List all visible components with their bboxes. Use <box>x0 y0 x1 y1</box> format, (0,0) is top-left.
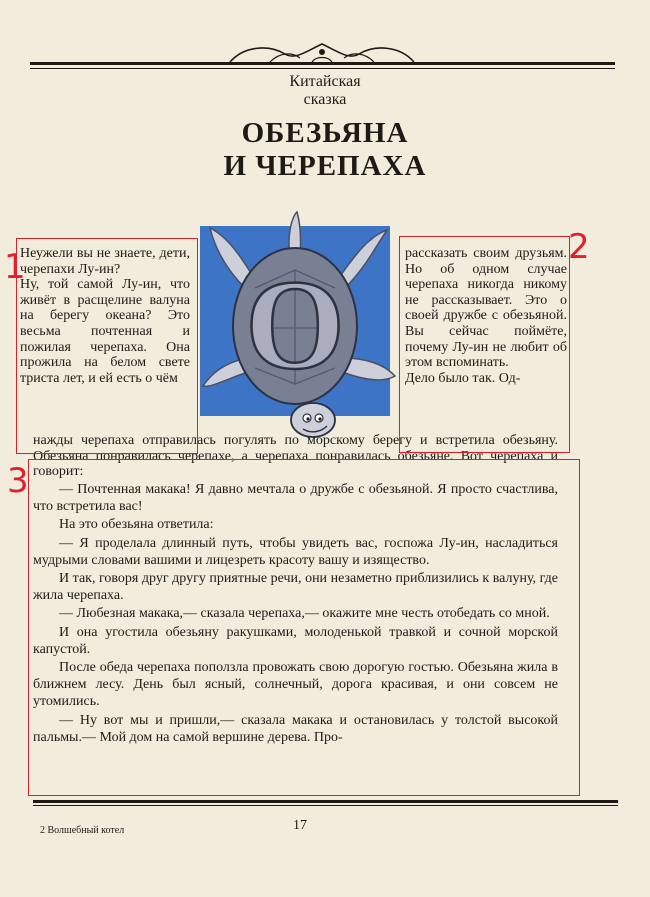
header-ornament <box>30 40 615 76</box>
left-paragraph-2: Ну, той самой Лу-ин, что живёт в расщелине валуна на берегу океана? Это весьма почтенная и пожилая черепаха. Она прожила на белом свете триста лет, и ей есть о чём <box>20 277 190 386</box>
annotation-label-2: 2 <box>568 227 590 267</box>
story-paragraph: И она угостила обезьяну ракушками, молоденькой травкой и сочной морской капустой. <box>33 624 558 657</box>
story-paragraph: И так, говоря друг другу приятные речи, они незаметно приблизились к валуну, где жила черепаха. <box>33 571 558 604</box>
drop-cap-letter: О <box>245 254 345 396</box>
annotation-box-3 <box>28 459 580 796</box>
story-paragraph: После обеда черепаха поползла провожать свою дорогую гостью. Обезьяна жила в ближнем лесу. День был ясный, солнечный, дорога красивая, и они совсем не утомились. <box>33 660 558 710</box>
title-line-1: ОБЕЗЬЯНА <box>241 117 409 149</box>
story-genre <box>225 73 425 109</box>
annotation-label-3: 3 <box>7 461 29 501</box>
genre-line-2: сказка <box>303 91 347 108</box>
page-number: 17 <box>293 818 307 833</box>
right-paragraph-1: рассказать своим друзьям. Но об одном случае черепаха никогда никому не рассказывает. Это о своей дружбе с обезьяной. Вы сейчас поймёте, почему Лу-ин не любит об этом вспоминать. <box>405 246 567 371</box>
annotation-box-1 <box>16 238 198 454</box>
story-paragraph: — Я проделала длинный путь, чтобы увидеть вас, госпожа Лу-ин, насладиться мудрыми словами вашими и лицезреть красоту вашу и изящество. <box>33 535 558 568</box>
left-paragraph-1: Неужели вы не знаете, дети, черепахи Лу-ин? <box>20 246 190 277</box>
page-title <box>150 117 500 183</box>
story-paragraph: — Любезная макака,— сказала черепаха,— окажите мне честь отобедать со мной. <box>59 606 550 622</box>
genre-line-1: Китайская <box>289 73 361 90</box>
story-paragraph: На это обезьяна ответила: <box>59 517 214 533</box>
title-line-2: И ЧЕРЕПАХА <box>223 150 427 182</box>
turtle-illustration <box>195 208 400 448</box>
annotation-label-1: 1 <box>4 247 26 287</box>
footer-rule-thin <box>33 805 618 806</box>
story-paragraph: — Почтенная макака! Я давно мечтала о дружбе с обезьяной. Я просто счастлива, что встретила вас! <box>33 482 558 515</box>
signature-mark: 2 Волшебный котел <box>40 825 125 836</box>
intro-paragraph: нажды черепаха отправилась погулять по морскому берегу и встретила обезьяну. Обезьяна понравилась черепахе, а черепаха понравилась обезьяне. Вот черепаха и говорит: <box>33 433 558 480</box>
annotation-box-2 <box>399 236 570 453</box>
story-paragraph: — Ну вот мы и пришли,— сказала макака и остановилась у толстой высокой пальмы.— Мой дом на самой вершине дерева. Про- <box>33 712 558 745</box>
right-paragraph-2: Дело было так. Од- <box>405 370 521 386</box>
footer-rule-thick <box>33 800 618 803</box>
